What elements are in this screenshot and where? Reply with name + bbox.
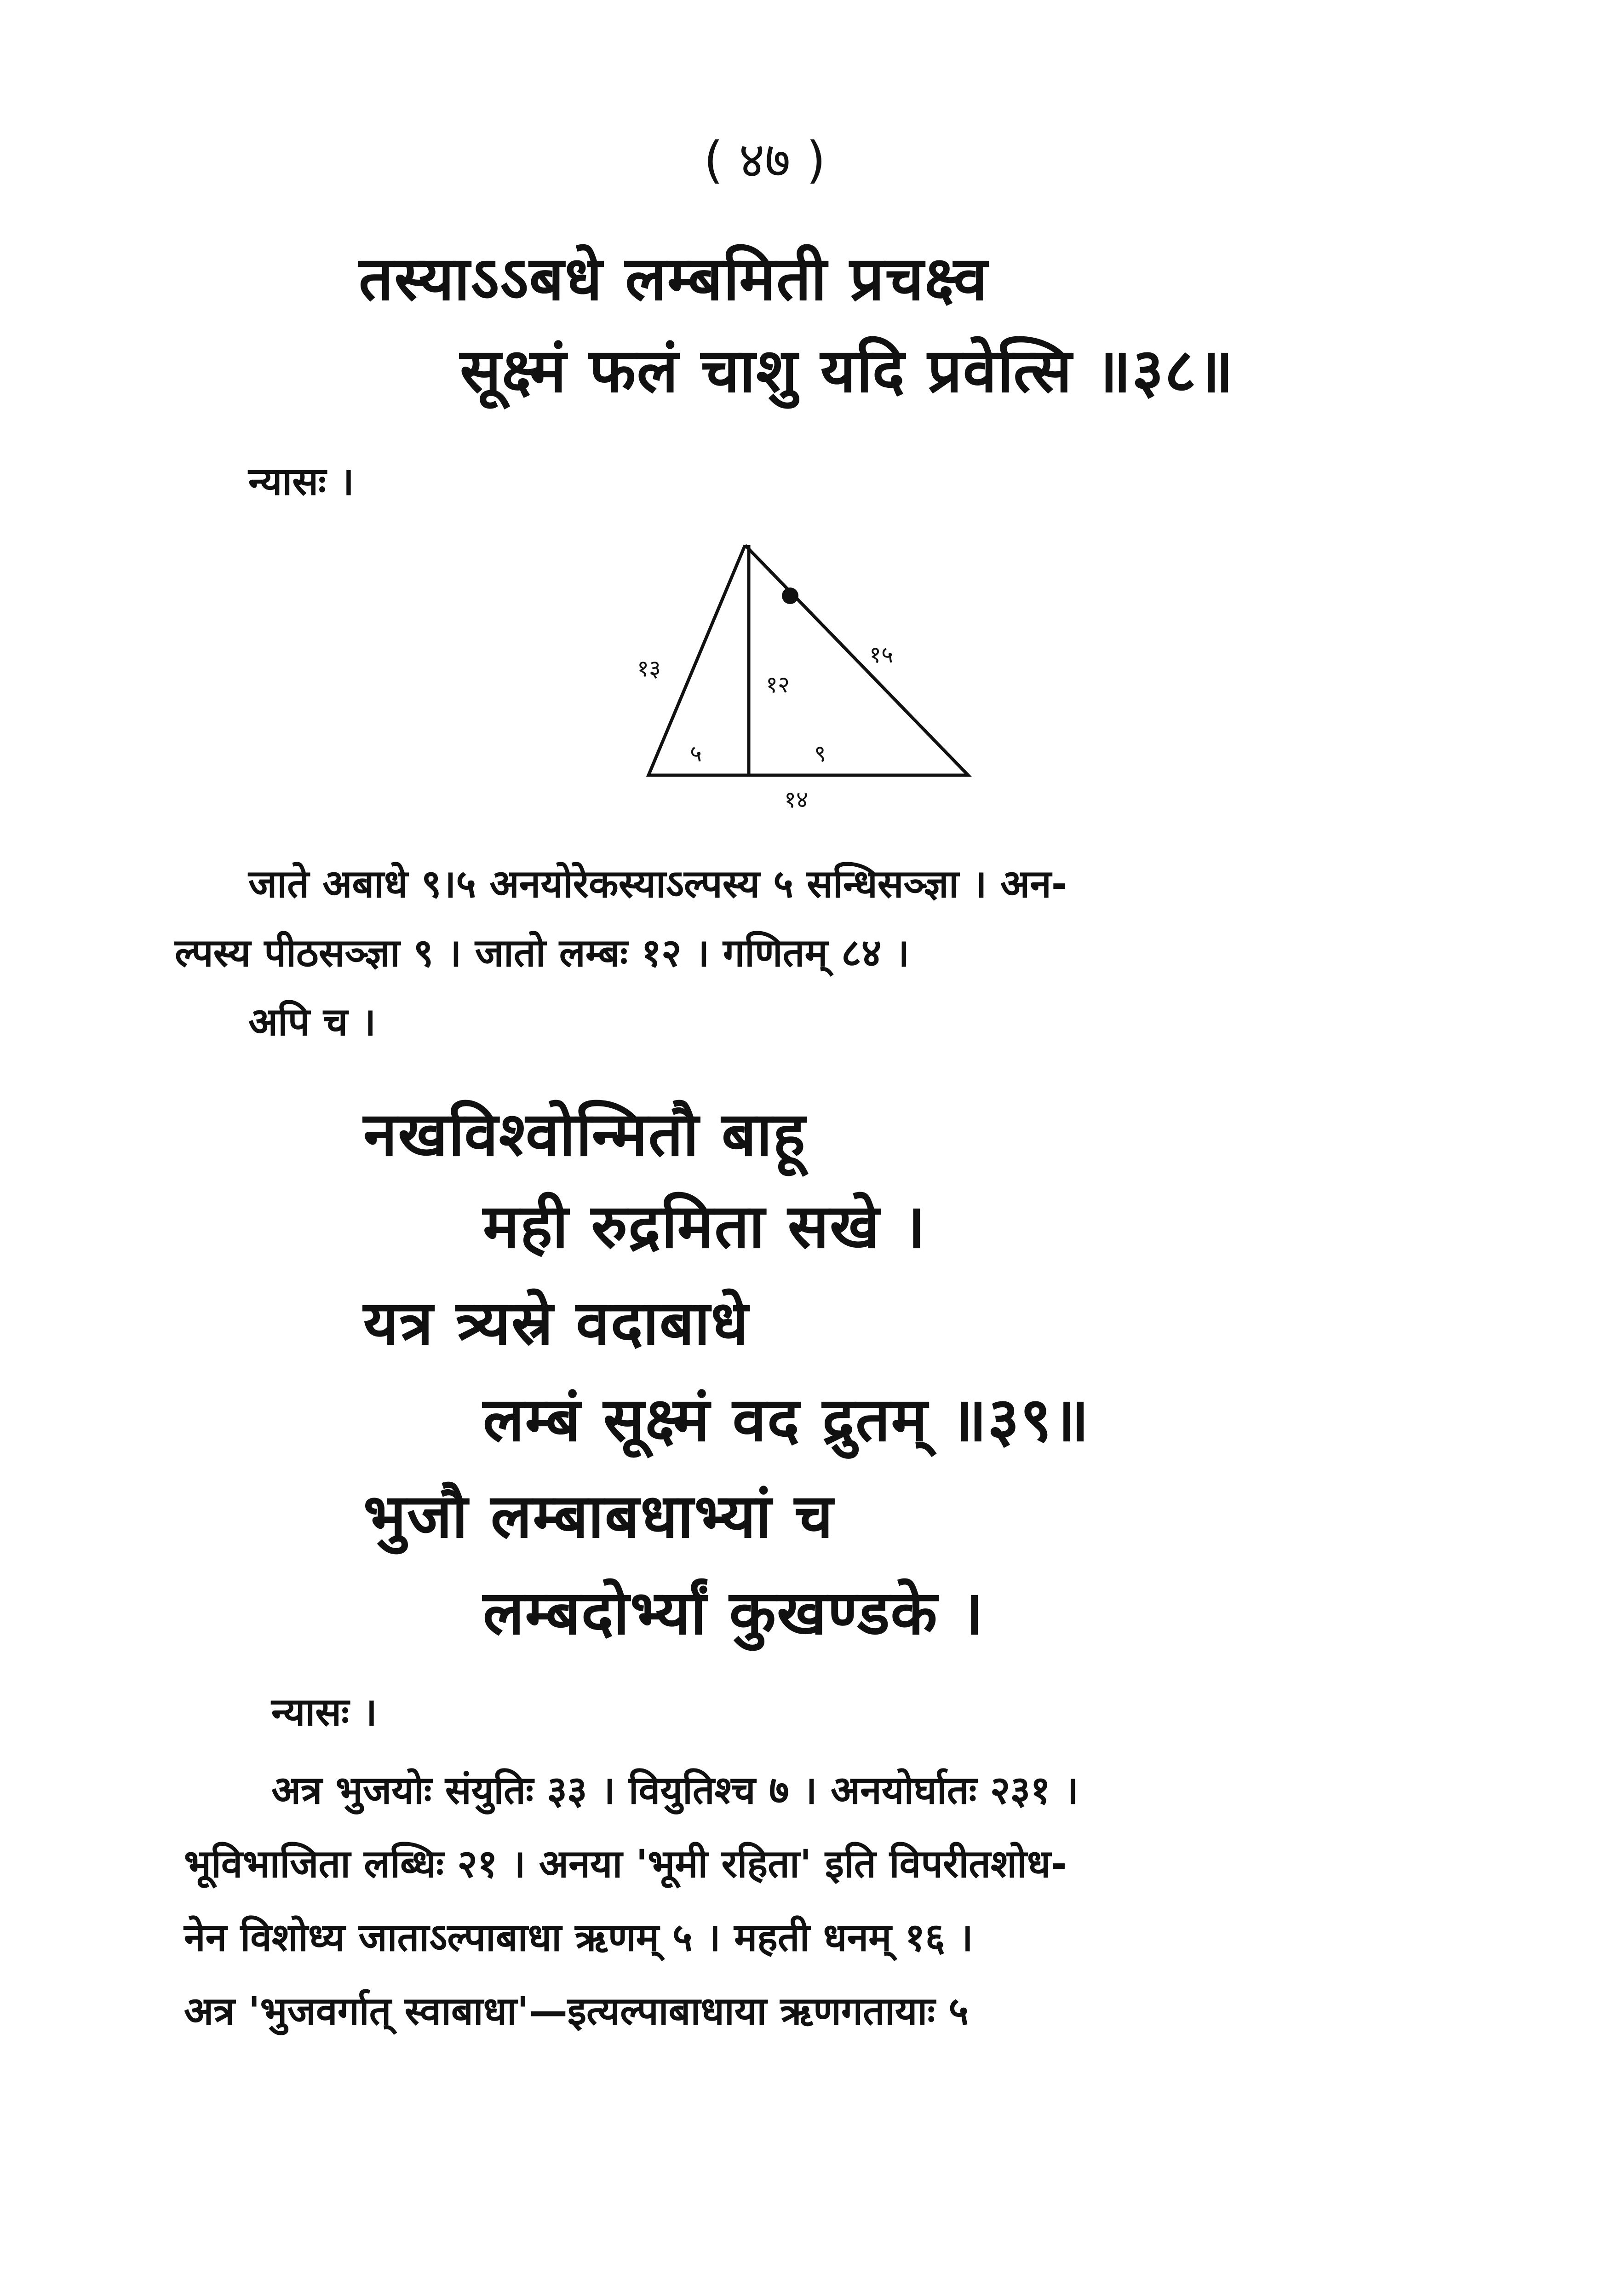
verse-39-line-4: लम्बं सूक्ष्मं वद द्रुतम् ॥३९॥ — [483, 1384, 1090, 1455]
explanation-1-line-3: अपि च । — [248, 999, 376, 1044]
explanation-2-line-3: नेन विशोध्य जाताऽल्पाबाधा ऋणम् ५ । महती धनम् १६ । — [184, 1915, 973, 1960]
nyasa-label-1: न्यासः । — [248, 459, 355, 504]
vertex-dot — [782, 588, 798, 604]
left-segment-label: ५ — [690, 740, 702, 767]
right-segment-label: ९ — [814, 740, 826, 767]
verse-38-line-2: सूक्ष्मं फलं चाशु यदि प्रवेत्सि ॥३८॥ — [460, 335, 1234, 406]
explanation-1-line-2: ल्पस्य पीठसञ्ज्ञा ९ । जातो लम्बः १२ । गणितम् ८४ । — [175, 930, 910, 975]
base-label: १४ — [784, 786, 808, 813]
explanation-1-line-1: जाते अबाधे ९।५ अनयोरेकस्याऽल्पस्य ५ सन्धिसञ्ज्ञा । अन- — [248, 861, 1067, 906]
explanation-2-line-4: अत्र 'भुजवर्गात् स्वाबाधा'—इत्यल्पाबाधाया ऋणगतायाः ५ — [184, 1988, 969, 2033]
explanation-2-line-2: भूविभाजिता लब्धिः २१ । अनया 'भूमी रहिता' इति विपरीतशोध- — [184, 1841, 1067, 1886]
verse-38-line-1: तस्याऽऽबधे लम्बमिती प्रचक्ष्व — [359, 243, 988, 314]
left-side-label: १३ — [637, 655, 661, 682]
verse-39-line-3: यत्र त्र्यस्रे वदाबाधे — [363, 1288, 749, 1359]
verse-39-line-1: नखविश्वोन्मितौ बाहू — [363, 1099, 806, 1170]
explanation-2-line-1: अत्र भुजयोः संयुतिः ३३ । वियुतिश्च ७ । अनयोर्घातः २३१ । — [271, 1768, 1079, 1813]
verse-39-line-5: भुजौ लम्बाबधाभ्यां च — [363, 1481, 834, 1552]
nyasa-label-2: न्यासः । — [271, 1689, 378, 1734]
verse-39-line-2: मही रुद्रमिता सखे । — [483, 1191, 926, 1262]
page-number: ( ४७ ) — [704, 132, 826, 189]
right-side-label: १५ — [869, 641, 893, 668]
triangle-diagram — [603, 529, 1016, 814]
altitude-label: १२ — [766, 671, 790, 698]
verse-39-line-6: लम्बदोर्भ्यां कुखण्डके । — [483, 1578, 984, 1648]
